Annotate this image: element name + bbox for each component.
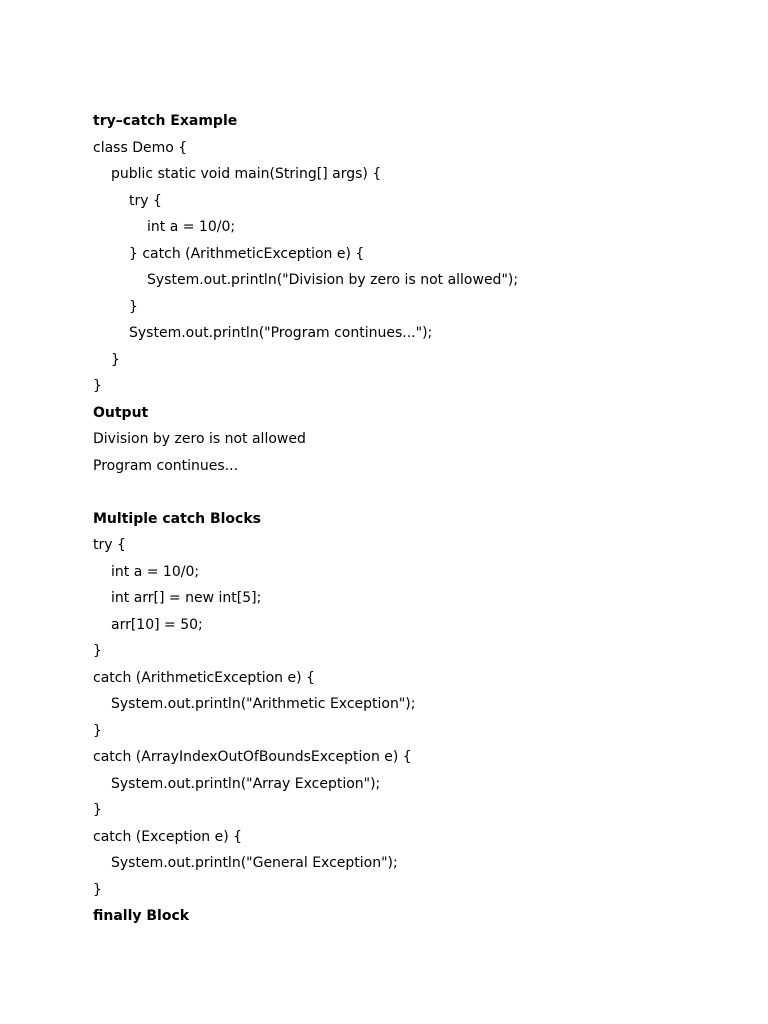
code-line: try { bbox=[129, 192, 162, 209]
document-body bbox=[93, 108, 733, 930]
section-heading-try-catch: try–catch Example bbox=[93, 113, 238, 129]
code-line: catch (ArithmeticException e) { bbox=[93, 669, 315, 686]
code-line: System.out.println("Array Exception"); bbox=[111, 775, 381, 792]
code-line: } bbox=[111, 351, 120, 368]
code-line: } bbox=[93, 643, 102, 659]
code-line: } bbox=[93, 722, 102, 739]
section-heading-finally: finally Block bbox=[93, 908, 190, 924]
code-line: } bbox=[93, 802, 102, 818]
code-line: class Demo { bbox=[93, 139, 188, 156]
section-heading-output: Output bbox=[93, 404, 149, 421]
code-line: int arr[] = new int[5]; bbox=[111, 590, 262, 606]
code-line: } bbox=[129, 298, 138, 315]
code-line: System.out.println("Division by zero is not allowed"); bbox=[147, 272, 519, 288]
spacer bbox=[93, 479, 733, 506]
code-line: int a = 10/0; bbox=[111, 563, 200, 580]
output-line: Program continues... bbox=[93, 457, 239, 474]
code-line: } bbox=[93, 378, 102, 394]
code-line: } catch (ArithmeticException e) { bbox=[129, 245, 365, 262]
code-line: System.out.println("General Exception"); bbox=[111, 855, 398, 871]
code-line: arr[10] = 50; bbox=[111, 616, 203, 633]
code-line: } bbox=[93, 881, 102, 898]
code-line: System.out.println("Arithmetic Exception"); bbox=[111, 696, 416, 712]
code-line: catch (ArrayIndexOutOfBoundsException e) { bbox=[93, 749, 412, 765]
output-line: Division by zero is not allowed bbox=[93, 431, 306, 447]
code-line: System.out.println("Program continues..."); bbox=[129, 325, 433, 341]
code-line: catch (Exception e) { bbox=[93, 828, 243, 845]
section-heading-multiple-catch: Multiple catch Blocks bbox=[93, 510, 261, 527]
code-line: public static void main(String[] args) { bbox=[111, 166, 382, 182]
code-line: int a = 10/0; bbox=[147, 219, 236, 235]
code-line: try { bbox=[93, 537, 126, 553]
